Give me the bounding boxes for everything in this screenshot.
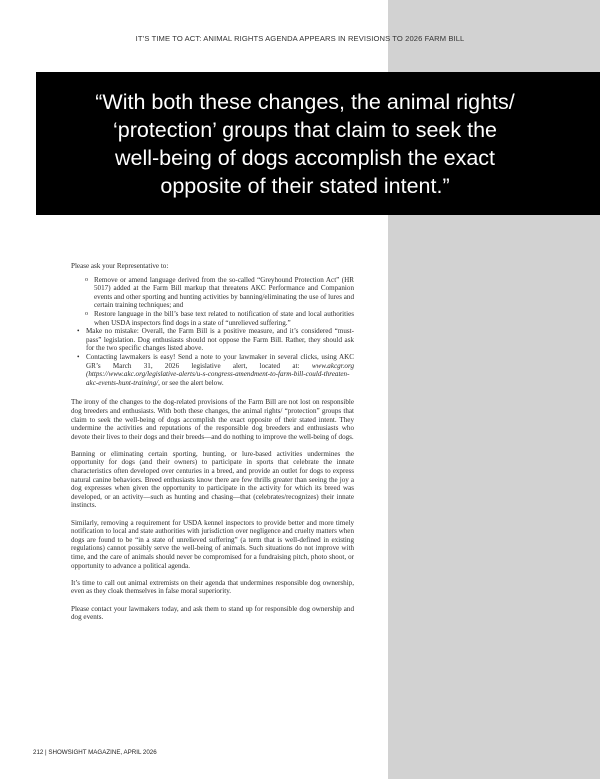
pull-quote-box <box>36 72 600 215</box>
list-item: • Contacting lawmakers is easy! Send a note to your lawmaker in several clicks, using AKC GR’s March 31, 2026 legislative alert, located at: www.akcgr.org (https://www.akc.org/legislative-alerts/u-s-congress-amendment-to-farm-bill-could-threaten-akc-events-hunt-training/, or see the alert below. <box>77 352 354 387</box>
bullet-list <box>71 327 354 387</box>
body-paragraph: It’s time to call out animal extremists on their agenda that undermines responsible dog ownership, even as they cloak themselves in false moral superiority. <box>71 578 354 596</box>
pull-quote-line: “With both these changes, the animal rights/ <box>95 90 515 114</box>
alert-link[interactable]: www.akcgr.org (https://www.akc.org/legislative-alerts/u-s-congress-amendment-to-farm-bill-could-threaten-akc-events-hunt-training/ <box>86 361 354 387</box>
body-paragraph: Please contact your lawmakers today, and ask them to stand up for responsible dog ownership and dog events. <box>71 604 354 622</box>
bullet-icon: • <box>77 352 80 361</box>
intro-text: Please ask your Representative to: <box>71 262 169 270</box>
page-footer: 212 | SHOWSIGHT MAGAZINE, APRIL 2026 <box>33 749 157 756</box>
body-paragraph: Banning or eliminating certain sporting, hunting, or lure-based activities undermines the opportunity for dogs (and their owners) to participate in sports that celebrate the innate characteristics often developed over centuries in a breed, and provide an outlet for dogs to express natural canine behaviors. Breed enthusiasts know there are few thrills greater than seeing the joy a dog expresses when given the opportunity to participate in the activity for which its breed was developed, or an activity—such as hunting and chasing—that (celebrates/recognizes) their innate instincts. <box>71 449 354 510</box>
list-item: o Remove or amend language derived from the so-called “Greyhound Protection Act” (HR 5017) added at the Farm Bill markup that threatens AKC Performance and Companion events and other sporting and hunting activities by banning/eliminating the use of lures and certain training techniques; and <box>85 275 354 310</box>
circle-bullet-icon: o <box>85 310 88 317</box>
article-body <box>71 262 354 622</box>
body-paragraph: The irony of the changes to the dog-related provisions of the Farm Bill are not lost on responsible dog breeders and enthusiasts. With both these changes, the animal rights/ “protection” groups that claim to seek the well-being of dogs accomplish the exact opposite of their stated intent. They undermine the activities and reputations of the responsible dog breeders and enthusiasts who devote their lives to their dogs and their breeds—and do nothing to improve the well-being of dogs. <box>71 398 354 441</box>
pull-quote-text <box>36 88 574 200</box>
body-paragraph: Similarly, removing a requirement for USDA kennel inspectors to provide better and more timely notification to local and state authorities with jurisdiction over negligence and cruelty matters when dogs are found to be “in a state of unrelieved suffering” (a term that is well-defined in existing regulations) cannot possibly serve the well-being of animals. Such situations do not improve with time, and the care of animals should never be compromised for a fundraising pitch, photo shoot, or opportunity to advance a political agenda. <box>71 518 354 570</box>
pull-quote-line: opposite of their stated intent.” <box>160 174 450 198</box>
pull-quote-line: well-being of dogs accomplish the exact <box>114 146 496 170</box>
pull-quote-line: ‘protection’ groups that claim to seek the <box>112 118 498 142</box>
list-item: • Make no mistake: Overall, the Farm Bill is a positive measure, and it’s considered “must-pass” legislation. Dog enthusiasts should not oppose the Farm Bill. Rather, they should ask for the two specific changes listed above. <box>77 327 354 353</box>
bullet-icon: • <box>77 327 80 336</box>
page-header: IT’S TIME TO ACT: ANIMAL RIGHTS AGENDA APPEARS IN REVISIONS TO 2026 FARM BILL <box>135 34 465 43</box>
circle-bullet-icon: o <box>85 276 88 283</box>
request-list <box>71 276 354 328</box>
list-item: o Restore language in the bill’s base text related to notification of state and local authorities when USDA inspectors find dogs in a state of “unrelieved suffering.” <box>85 309 354 327</box>
